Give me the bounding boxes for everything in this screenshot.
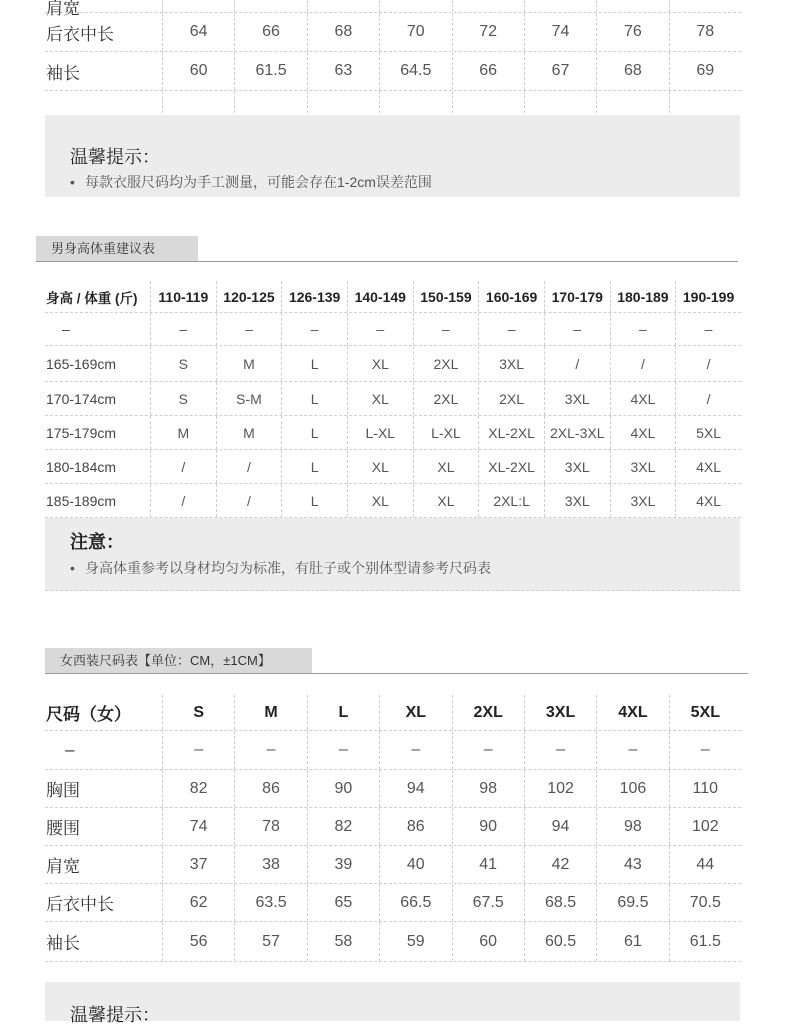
table-cell: 4XL [610,382,676,415]
table-row [45,346,741,382]
table-cell: L [281,484,347,517]
row-label: – [65,740,75,759]
table-cell: 78 [669,13,741,51]
table-cell [162,91,234,113]
tip-box-text: 每款衣服尺码均为手工测量，可能会存在1-2cm误差范围 [85,174,432,190]
column-header: 3XL [524,695,596,730]
table-cell: – [162,731,234,769]
table-cell: XL [347,382,413,415]
table-cell: 102 [524,770,596,807]
table-cell: 3XL [610,450,676,483]
table-row [45,770,741,808]
note-box-text: 身高体重参考以身材均匀为标准，有肚子或个别体型请参考尺码表 [85,560,491,576]
column-header: 150-159 [413,281,479,312]
table-cell: 64.5 [379,52,451,90]
column-header: 180-189 [610,281,676,312]
table-cell: M [150,416,216,449]
table-cell: 5XL [675,416,741,449]
table-cell [596,91,668,113]
table-cell: – [281,313,347,345]
table-cell: / [150,484,216,517]
table-cell: 42 [524,846,596,883]
table-cell: – [544,313,610,345]
column-header: S [162,695,234,730]
table-cell: 74 [162,808,234,845]
table-cell: 69.5 [596,884,668,921]
table-cell: 2XL-3XL [544,416,610,449]
table-cell: 110 [669,770,741,807]
table-cell: L [281,382,347,415]
table-cell: 2XL:L [478,484,544,517]
table-cell: XL [347,346,413,381]
table-cell: 94 [524,808,596,845]
row-label: 165-169cm [46,355,117,372]
table-cell: 58 [307,922,379,961]
table-cell: 60.5 [524,922,596,961]
table-cell: 3XL [478,346,544,381]
tip-box [45,115,740,197]
table-cell [379,91,451,113]
table-cell: XL-2XL [478,450,544,483]
table-cell: – [478,313,544,345]
table-header-row [45,695,741,731]
table-cell: 44 [669,846,741,883]
table-cell: XL [413,450,479,483]
column-header: M [234,695,306,730]
table-cell: 102 [669,808,741,845]
table-cell: 98 [452,770,524,807]
row-label: 后衣中长 [46,24,114,44]
table-cell: 94 [379,770,451,807]
header-label: 身高 / 体重 (斤) [46,290,138,306]
table-cell: 59 [379,922,451,961]
table-cell [669,91,741,113]
table-cell: 2XL [413,346,479,381]
row-label: 180-184cm [46,458,117,475]
table-cell: 61.5 [234,52,306,90]
table-cell: XL-2XL [478,416,544,449]
header-label: 尺码（女） [46,705,131,724]
column-header: 126-139 [281,281,347,312]
column-header: 120-125 [216,281,282,312]
table-cell: 43 [596,846,668,883]
table-cell: L [281,416,347,449]
table-cell: 86 [379,808,451,845]
table-cell: 67 [524,52,596,90]
table-cell: – [596,731,668,769]
bullet-point: • [70,560,75,576]
section-tab-height-weight: 男身高体重建议表 [36,236,198,261]
table-cell: / [544,346,610,381]
row-label: 袖长 [46,63,80,83]
table-cell: M [216,346,282,381]
table-cell: 72 [452,13,524,51]
table-cell: 40 [379,846,451,883]
table-row [45,313,741,346]
table-cell: 106 [596,770,668,807]
table-cell: 4XL [675,450,741,483]
column-header: 170-179 [544,281,610,312]
table-cell: – [452,731,524,769]
table-row [45,0,741,18]
table-cell: S [150,382,216,415]
table-cell: 90 [452,808,524,845]
table-cell: 60 [162,52,234,90]
table-spacer-row [45,91,741,113]
row-label: 170-174cm [46,390,117,407]
table-cell: / [610,346,676,381]
table-cell: 2XL [413,382,479,415]
table-cell: 68.5 [524,884,596,921]
table-cell: / [150,450,216,483]
table-cell [234,91,306,113]
table-cell: 38 [234,846,306,883]
table-cell: L [281,346,347,381]
table-cell: 3XL [544,450,610,483]
women-suit-size-table [45,695,741,962]
row-label: 175-179cm [46,424,117,441]
row-label: 胸围 [46,781,80,800]
table-cell: XL [413,484,479,517]
table-cell: – [234,731,306,769]
table-cell: 3XL [544,382,610,415]
table-cell: 39 [307,846,379,883]
table-cell: 66.5 [379,884,451,921]
table-cell: – [524,731,596,769]
table-cell: 66 [234,13,306,51]
row-label: 肩宽 [46,857,80,876]
table-cell: – [150,313,216,345]
table-cell: XL [347,484,413,517]
table-row [45,52,741,91]
table-cell: 4XL [610,416,676,449]
table-cell: S [150,346,216,381]
table-cell: 63 [307,52,379,90]
row-label: 袖长 [46,934,80,953]
section-tab-women-suit: 女西装尺码表【单位：CM，±1CM】 [45,648,312,673]
table-cell: 64 [162,13,234,51]
row-label: 腰围 [46,819,80,838]
table-cell [452,91,524,113]
table-cell: – [347,313,413,345]
row-label: – [62,321,70,337]
table-cell: 61 [596,922,668,961]
table-cell: – [307,731,379,769]
tip-box-line [70,173,432,191]
table-cell: 41 [452,846,524,883]
table-header-row [45,281,741,313]
section-divider [36,261,738,262]
table-row [45,416,741,450]
column-header: XL [379,695,451,730]
table-row [45,450,741,484]
row-label [45,91,162,113]
table-cell: – [216,313,282,345]
section-divider [45,673,748,674]
table-cell: – [675,313,741,345]
table-cell [524,91,596,113]
table-cell [307,91,379,113]
table-cell: 4XL [675,484,741,517]
table-cell: 60 [452,922,524,961]
table-row [45,922,741,962]
table-cell: 66 [452,52,524,90]
column-header: 190-199 [675,281,741,312]
table-cell: 67.5 [452,884,524,921]
table-cell: 68 [596,52,668,90]
table-row [45,731,741,770]
table-cell: M [216,416,282,449]
table-cell: 70.5 [669,884,741,921]
table-cell: L-XL [347,416,413,449]
table-cell: 3XL [544,484,610,517]
tip-box-title: 温馨提示： [70,147,160,167]
table-cell: 76 [596,13,668,51]
table-cell: 37 [162,846,234,883]
table-cell: 62 [162,884,234,921]
table-cell: XL [347,450,413,483]
table-cell: 74 [524,13,596,51]
height-weight-table [45,281,741,518]
column-header: 2XL [452,695,524,730]
bullet-point: • [70,174,75,190]
table-cell: 70 [379,13,451,51]
table-cell: L [281,450,347,483]
table-cell: 56 [162,922,234,961]
table-cell: – [669,731,741,769]
note-box-title: 注意： [70,532,124,552]
column-header: 4XL [596,695,668,730]
table-cell: 2XL [478,382,544,415]
table-cell: S-M [216,382,282,415]
column-header: 140-149 [347,281,413,312]
table-cell: 82 [162,770,234,807]
column-header: 160-169 [478,281,544,312]
table-cell: 69 [669,52,741,90]
table-cell: 61.5 [669,922,741,961]
table-cell: 63.5 [234,884,306,921]
table-cell: – [610,313,676,345]
column-header: 110-119 [150,281,216,312]
table-cell: / [216,484,282,517]
table-cell: 65 [307,884,379,921]
table-cell: 3XL [610,484,676,517]
table-cell: 68 [307,13,379,51]
table-cell: 82 [307,808,379,845]
row-label: 185-189cm [46,492,117,509]
table-cell: L-XL [413,416,479,449]
table-cell: 86 [234,770,306,807]
table-row [45,884,741,922]
column-header: 5XL [669,695,741,730]
note-box-line [70,559,491,577]
table-cell: – [379,731,451,769]
table-row [45,846,741,884]
table-row [45,808,741,846]
table-row [45,484,741,518]
row-label: 肩宽 [46,0,80,18]
column-header: L [307,695,379,730]
table-cell: / [675,382,741,415]
tip-box-bottom [45,982,740,1025]
table-row [45,13,741,52]
table-cell: 57 [234,922,306,961]
table-cell: / [675,346,741,381]
table-cell: / [216,450,282,483]
table-cell: – [413,313,479,345]
men-suit-size-table [45,0,741,113]
table-row [45,382,741,416]
table-cell: 90 [307,770,379,807]
row-label: 后衣中长 [46,895,114,914]
tip-box-title: 温馨提示： [70,1005,160,1025]
table-cell: 98 [596,808,668,845]
note-box [45,518,740,591]
table-cell: 78 [234,808,306,845]
